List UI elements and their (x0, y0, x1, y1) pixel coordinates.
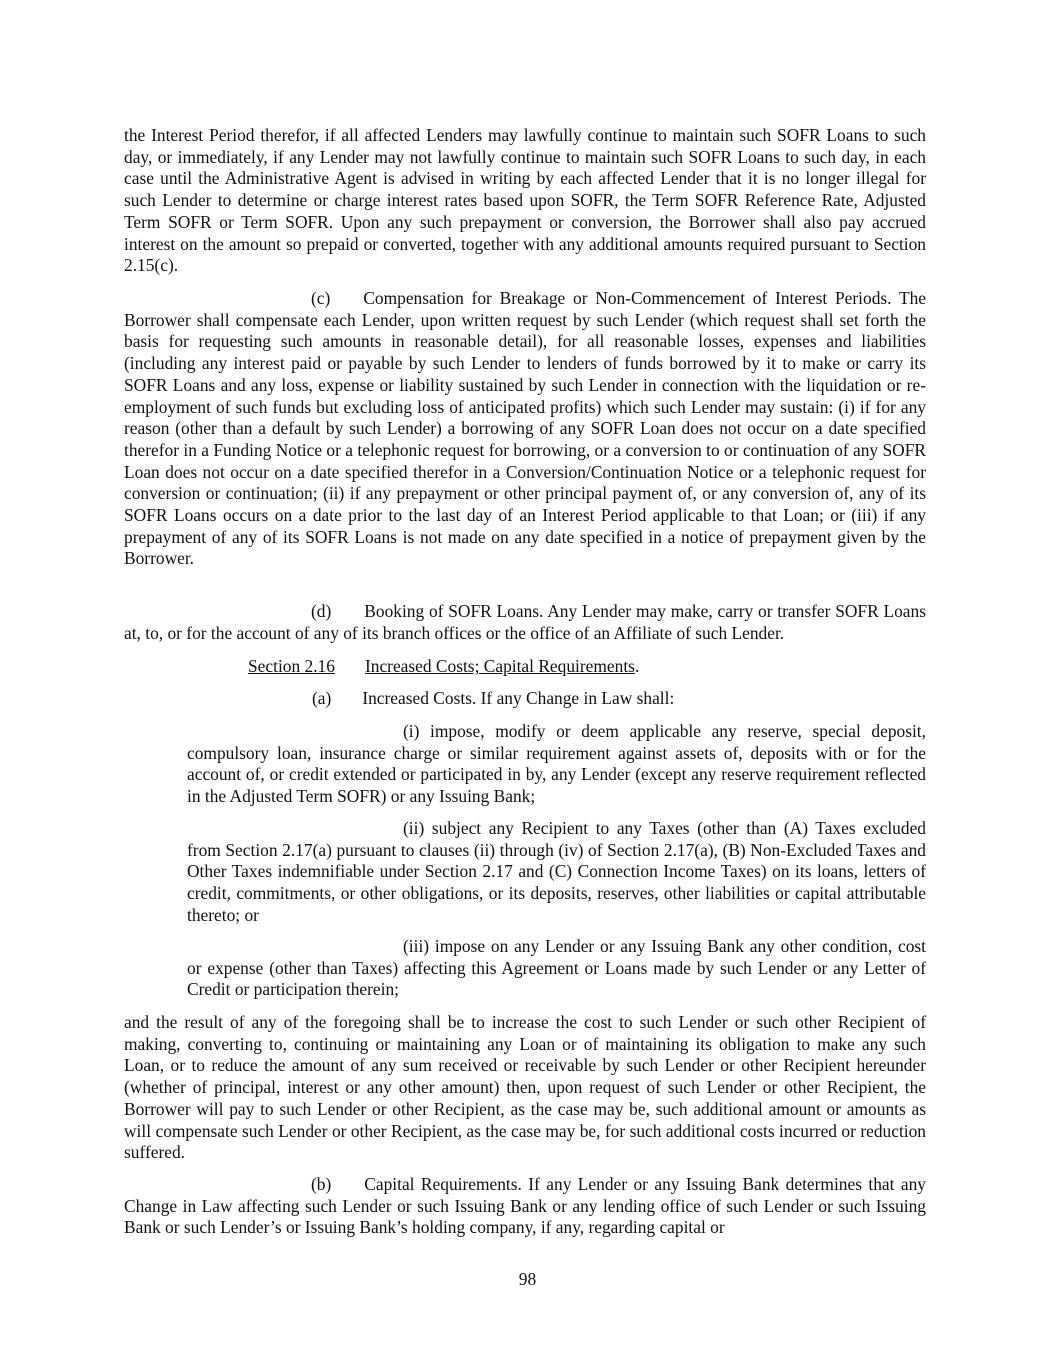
section-number: Section 2.16 (248, 656, 335, 676)
section-heading-period: . (634, 656, 640, 676)
paragraph-a (312, 688, 674, 710)
clause-i: (i) impose, modify or deem applicable any reserve, special deposit, compulsory loan, insurance charge or similar requirement against assets of, deposits with or for the account of, or credit extended or participated in by, any Lender (except any reserve requirement reflected in the Adjusted Term SOFR) or any Issuing Bank; (187, 721, 926, 807)
paragraph-a-label: (a) (312, 688, 332, 708)
paragraph-c-label: (c) (311, 288, 331, 308)
section-title: Increased Costs; Capital Requirements (364, 656, 635, 676)
paragraph-b-label: (b) (311, 1174, 332, 1194)
clause-iii: (iii) impose on any Lender or any Issuing Bank any other condition, cost or expense (other than Taxes) affecting this Agreement or Loans made by such Lender or any Letter of Credit or participation therein; (187, 936, 926, 1000)
paragraph-continuation: the Interest Period therefor, if all affected Lenders may lawfully continue to maintain such SOFR Loans to such day, or immediately, if any Lender may not lawfully continue to maintain such SOFR Loans to such day, in each case until the Administrative Agent is advised in writing by each affected Lender that it is no longer illegal for such Lender to determine or charge interest rates based upon SOFR, the Term SOFR Reference Rate, Adjusted Term SOFR or Term SOFR. Upon any such prepayment or conversion, the Borrower shall also pay accrued interest on the amount so prepaid or converted, together with any additional amounts required pursuant to Section 2.15(c). (124, 125, 926, 276)
result-paragraph: and the result of any of the foregoing shall be to increase the cost to such Lender or such other Recipient of making, converting to, continuing or maintaining any Loan or of maintaining its obligation to make any such Loan, or to reduce the amount of any sum received or receivable by such Lender or other Recipient hereunder (whether of principal, interest or any other amount) then, upon request of such Lender or other Recipient, the Borrower will pay to such Lender or other Recipient, as the case may be, such additional amount or amounts as will compensate such Lender or other Recipient, as the case may be, for such additional costs incurred or reduction suffered. (124, 1012, 926, 1163)
page-number: 98 (518, 1269, 537, 1289)
paragraph-d-text: Booking of SOFR Loans. Any Lender may make, carry or transfer SOFR Loans at, to, or for the account of any of its branch offices or the office of an Affiliate of such Lender. (124, 601, 926, 643)
clause-ii: (ii) subject any Recipient to any Taxes (other than (A) Taxes excluded from Section 2.17(a) pursuant to clauses (ii) through (iv) of Section 2.17(a), (B) Non-Excluded Taxes and Other Taxes indemnifiable under Section 2.17 and (C) Connection Income Taxes) on its loans, letters of credit, commitments, or other obligations, or its deposits, reserves, other liabilities or capital attributable thereto; or (187, 818, 926, 925)
paragraph-d-label: (d) (311, 601, 332, 621)
paragraph-a-text: Increased Costs. If any Change in Law shall: (362, 688, 675, 708)
paragraph-b-text: Capital Requirements. If any Lender or any Issuing Bank determines that any Change in Law affecting such Lender or such Issuing Bank or any lending office of such Lender or such Issuing Bank or such Lender’s or Issuing Bank’s holding company, if any, regarding capital or (124, 1174, 926, 1238)
paragraph-b (124, 1174, 926, 1239)
paragraph-c-text: Compensation for Breakage or Non-Commencement of Interest Periods. The Borrower shall compensate each Lender, upon written request by such Lender (which request shall set forth the basis for requesting such amounts in reasonable detail), for all reasonable losses, expenses and liabilities (including any interest paid or payable by such Lender to lenders of funds borrowed by it to make or carry its SOFR Loans and any loss, expense or liability sustained by such Lender in connection with the liquidation or re-employment of such funds but excluding loss of anticipated profits) which such Lender may sustain: (i) if for any reason (other than a default by such Lender) a borrowing of any SOFR Loan does not occur on a date specified therefor in a Funding Notice or a telephonic request for borrowing, or a conversion to or continuation of any SOFR Loan does not occur on a date specified therefor in a Conversion/Continuation Notice or a telephonic request for conversion or continuation; (ii) if any prepayment or other principal payment of, or any conversion of, any of its SOFR Loans occurs on a date prior to the last day of an Interest Period applicable to that Loan; or (iii) if any prepayment of any of its SOFR Loans is not made on any date specified in a notice of prepayment given by the Borrower. (124, 288, 926, 569)
section-heading (248, 656, 639, 678)
paragraph-d (124, 601, 926, 644)
paragraph-c (124, 288, 926, 570)
